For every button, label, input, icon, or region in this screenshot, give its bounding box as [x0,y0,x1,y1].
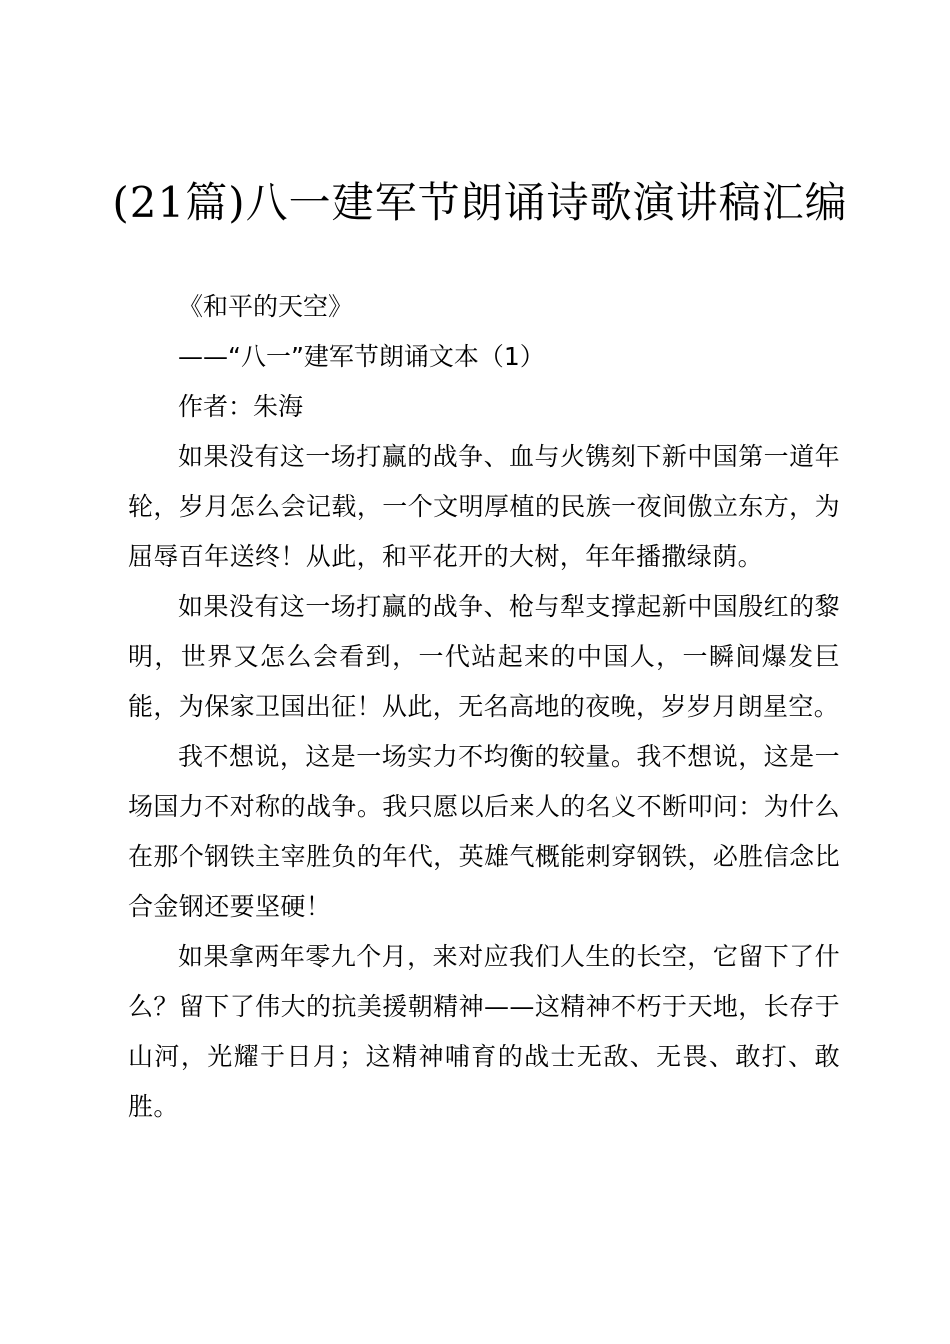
document-body [128,282,840,1132]
poem-author: 作者：朱海 [178,392,304,421]
paragraph-4: 如果拿两年零九个月，来对应我们人生的长空，它留下了什么？留下了伟大的抗美援朝精神——这精神不朽于天地，长存于山河，光耀于日月；这精神哺育的战士无敌、无畏、敢打、敢胜。 [128,942,840,1121]
paragraph-1: 如果没有这一场打赢的战争、血与火镌刻下新中国第一道年轮，岁月怎么会记载，一个文明厚植的民族一夜间傲立东方，为屈辱百年送终！从此，和平花开的大树，年年播撒绿荫。 [128,442,840,571]
paragraph-3: 我不想说，这是一场实力不均衡的较量。我不想说，这是一场国力不对称的战争。我只愿以后来人的名义不断叩问：为什么在那个钢铁主宰胜负的年代，英雄气概能刺穿钢铁，必胜信念比合金钢还要坚硬！ [128,742,840,921]
paragraph-2: 如果没有这一场打赢的战争、枪与犁支撑起新中国殷红的黎明，世界又怎么会看到，一代站起来的中国人，一瞬间爆发巨能，为保家卫国出征！从此，无名高地的夜晚，岁岁月朗星空。 [128,592,840,721]
poem-title: 《和平的天空》 [178,292,354,321]
document-title: (21篇)八一建军节朗诵诗歌演讲稿汇编 [112,178,848,227]
poem-subtitle: ——“八一”建军节朗诵文本（1） [178,342,545,371]
